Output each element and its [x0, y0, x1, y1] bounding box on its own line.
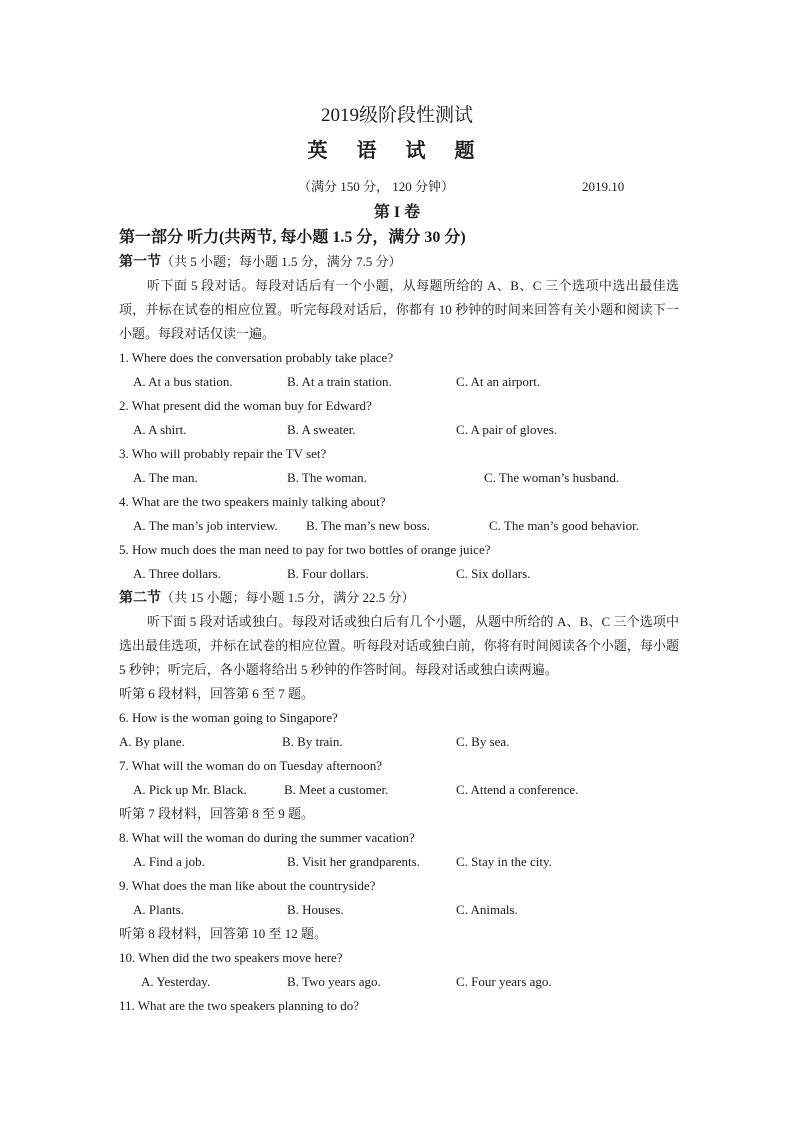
option-1b: B. At a train station.: [287, 374, 392, 389]
section1-heading-detail: （共 5 小题；每小题 1.5 分，满分 7.5 分）: [161, 254, 402, 269]
option-7a: A. Pick up Mr. Black.: [133, 782, 247, 797]
group-8-header: 听第 8 段材料，回答第 10 至 12 题。: [119, 926, 328, 941]
option-8c: C. Stay in the city.: [456, 854, 552, 869]
section1-instructions: 听下面 5 段对话。每段对话后有一个小题，从每题所给的 A、B、C 三个选项中选出最佳选项，并标在试卷的相应位置。听完每段对话后，你都有 10 秒钟的时间来回答有关小题和阅读下一小题。每段对话仅读一遍。: [119, 278, 679, 341]
section1-heading: [119, 252, 402, 273]
option-9b: B. Houses.: [287, 902, 344, 917]
option-4b: B. The man’s new boss.: [306, 518, 430, 533]
section2-instructions: 听下面 5 段对话或独白。每段对话或独白后有几个小题，从题中所给的 A、B、C 三个选项中选出最佳选项，并标在试卷的相应位置。听每段对话或独白前，你将有时间阅读各个小题，每小题 5 秒钟；听完后，各小题将给出 5 秒钟的作答时间。每段对话或独白读两遍。: [119, 614, 679, 677]
option-10b: B. Two years ago.: [287, 974, 381, 989]
question-7: 7. What will the woman do on Tuesday afternoon?: [119, 758, 382, 773]
option-1a: A. At a bus station.: [133, 374, 233, 389]
option-6a: A. By plane.: [119, 734, 185, 749]
option-4a: A. The man’s job interview.: [133, 518, 278, 533]
option-9c: C. Animals.: [456, 902, 518, 917]
option-3c: C. The woman’s husband.: [484, 470, 620, 485]
option-10a: A. Yesterday.: [141, 974, 211, 989]
option-8b: B. Visit her grandparents.: [287, 854, 420, 869]
question-3: 3. Who will probably repair the TV set?: [119, 446, 327, 461]
exam-date: 2019.10: [582, 179, 625, 194]
part1-heading: 第一部分 听力(共两节, 每小题 1.5 分，满分 30 分): [119, 229, 466, 246]
section1-heading-label: 第一节: [119, 255, 161, 270]
exam-title: 2019级阶段性测试: [320, 105, 473, 126]
question-1: 1. Where does the conversation probably take place?: [119, 350, 394, 365]
option-2b: B. A sweater.: [287, 422, 356, 437]
option-8a: A. Find a job.: [133, 854, 205, 869]
group-7-header: 听第 7 段材料，回答第 8 至 9 题。: [119, 806, 315, 821]
option-4c: C. The man’s good behavior.: [489, 518, 639, 533]
group-6-header: 听第 6 段材料，回答第 6 至 7 题。: [119, 686, 315, 701]
volume-heading: 第 I 卷: [373, 204, 421, 221]
option-3a: A. The man.: [133, 470, 198, 485]
option-10c: C. Four years ago.: [456, 974, 552, 989]
option-9a: A. Plants.: [133, 902, 184, 917]
option-2a: A. A shirt.: [133, 422, 187, 437]
option-2c: C. A pair of gloves.: [456, 422, 558, 437]
question-4: 4. What are the two speakers mainly talking about?: [119, 494, 386, 509]
question-8: 8. What will the woman do during the summer vacation?: [119, 830, 415, 845]
section2-heading-label: 第二节: [119, 591, 161, 606]
question-11: 11. What are the two speakers planning to do?: [119, 998, 360, 1013]
question-9: 9. What does the man like about the countryside?: [119, 878, 376, 893]
option-6b: B. By train.: [282, 734, 343, 749]
option-3b: B. The woman.: [287, 470, 367, 485]
exam-subtitle: 英 语 试 题: [307, 140, 487, 162]
question-2: 2. What present did the woman buy for Edward?: [119, 398, 372, 413]
option-5b: B. Four dollars.: [287, 566, 369, 581]
option-7c: C. Attend a conference.: [456, 782, 579, 797]
option-5c: C. Six dollars.: [456, 566, 531, 581]
option-7b: B. Meet a customer.: [284, 782, 389, 797]
option-1c: C. At an airport.: [456, 374, 541, 389]
option-6c: C. By sea.: [456, 734, 510, 749]
section2-heading-detail: （共 15 小题；每小题 1.5 分，满分 22.5 分）: [161, 590, 415, 605]
section2-heading: [119, 588, 415, 609]
question-5: 5. How much does the man need to pay for two bottles of orange juice?: [119, 542, 491, 557]
question-10: 10. When did the two speakers move here?: [119, 950, 343, 965]
question-6: 6. How is the woman going to Singapore?: [119, 710, 338, 725]
option-5a: A. Three dollars.: [133, 566, 221, 581]
score-time-note: （满分 150 分， 120 分钟）: [298, 179, 455, 194]
